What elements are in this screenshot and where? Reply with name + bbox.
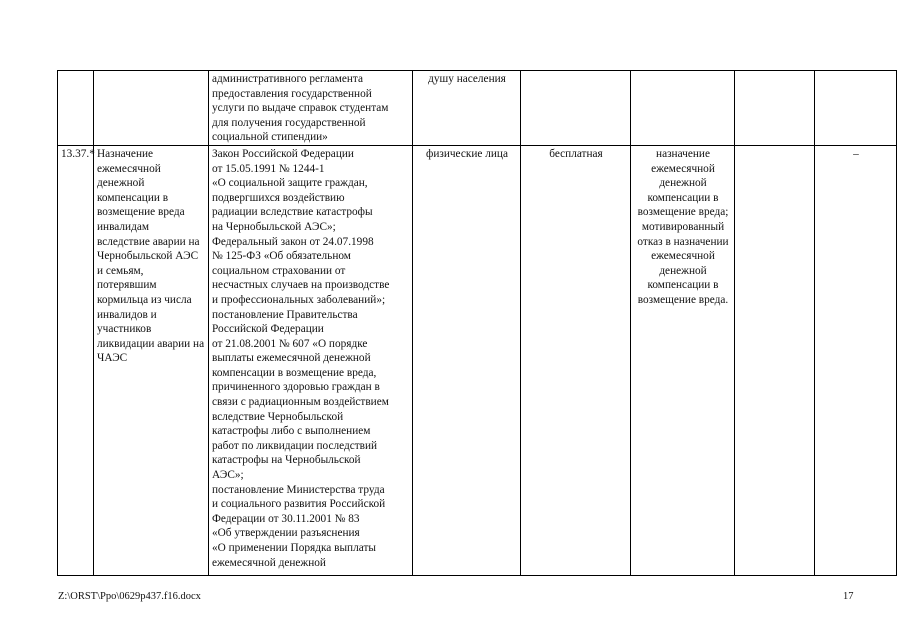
legal-basis-line: от 21.08.2001 № 607 «О порядке (212, 337, 368, 350)
legal-basis-line: подвергшихся воздействию (212, 191, 345, 204)
cell-fee (521, 145, 631, 575)
legal-basis-line: работ по ликвидации последствий (212, 439, 378, 452)
legal-basis-line: ежемесячной денежной (212, 556, 326, 569)
cell-recipient (413, 71, 521, 146)
row-number: 13.37.* (61, 147, 95, 160)
legal-basis-line: и профессиональных заболеваний»; (212, 293, 386, 306)
result-line: мотивированный (641, 220, 725, 233)
legal-basis-line: Федерации от 30.11.2001 № 83 (212, 512, 360, 525)
cell-col8 (815, 71, 897, 146)
cell-col8 (815, 145, 897, 575)
result-line: денежной (659, 177, 707, 190)
service-name-line: Чернобыльской АЭС (97, 250, 199, 263)
legal-basis-line: для получения государственной (212, 116, 366, 129)
result-line: отказ в назначении (637, 235, 729, 248)
fee-text: бесплатная (549, 147, 603, 160)
table-row (58, 71, 897, 146)
legal-basis-line: «О применении Порядка выплаты (212, 542, 376, 554)
result-line: компенсации в (647, 279, 719, 292)
dash-text: – (853, 147, 859, 160)
service-name-line: вследствие аварии на (97, 235, 200, 248)
service-name-line: возмещение вреда (97, 206, 185, 219)
legal-basis-line: от 15.05.1991 № 1244-1 (212, 162, 325, 175)
cell-legal-basis (209, 145, 413, 575)
service-name-line: ЧАЭС (97, 352, 128, 365)
legal-basis-line: и социального развития Российской (212, 498, 386, 511)
cell-col7 (735, 71, 815, 146)
legal-basis-line: вследствие Чернобыльской (212, 410, 344, 423)
service-name-line: потерявшим (97, 279, 157, 292)
legal-basis-line: причиненного здоровью граждан в (212, 381, 380, 394)
legal-basis-line: катастрофы либо с выполнением (212, 425, 371, 438)
cell-service-name (94, 71, 209, 146)
result-line: возмещение вреда; (637, 206, 729, 219)
result-line: компенсации в (647, 191, 719, 204)
legal-basis-line: выплаты ежемесячной денежной (212, 352, 371, 365)
cell-recipient (413, 145, 521, 575)
recipient-line: душу населения (428, 73, 506, 85)
result-line: назначение (656, 147, 710, 160)
legal-basis-line: связи с радиационным воздействием (212, 396, 389, 409)
cell-col7 (735, 145, 815, 575)
service-name-line: кормильца из числа (97, 293, 192, 306)
service-name-line: участников (97, 323, 152, 336)
service-name-line: инвалидам (97, 220, 149, 233)
service-name-line: денежной (97, 177, 145, 190)
legal-basis-line: компенсации в возмещение вреда, (212, 366, 377, 379)
legal-basis-line: социальной стипендии» (212, 131, 328, 144)
cell-result (631, 71, 735, 146)
footer-page-number: 17 (843, 591, 854, 602)
legal-basis-line: катастрофы на Чернобыльской (212, 454, 361, 467)
result-line: возмещение вреда. (637, 293, 729, 306)
legal-basis-line: Российской Федерации (212, 323, 324, 336)
legal-basis-line: предоставления государственной (212, 87, 372, 100)
cell-legal-basis (209, 71, 413, 146)
legal-basis-line: Федеральный закон от 24.07.1998 (212, 235, 374, 248)
result-line: денежной (659, 264, 707, 277)
legal-basis-line: постановление Правительства (212, 308, 358, 321)
service-name-line: инвалидов и (97, 308, 157, 321)
legal-basis-line: Закон Российской Федерации (212, 147, 354, 160)
legal-basis-line: № 125-ФЗ «Об обязательном (212, 250, 351, 263)
legal-basis-line: несчастных случаев на производстве (212, 279, 390, 292)
legal-basis-line: административного регламента (212, 73, 364, 85)
footer-file-path: Z:\ORST\Ppo\0629p437.f16.docx (58, 591, 201, 602)
cell-fee (521, 71, 631, 146)
legal-basis-line: социальном страховании от (212, 264, 346, 277)
services-table (57, 70, 897, 576)
legal-basis-line: АЭС»; (212, 469, 244, 482)
cell-number (58, 71, 94, 146)
recipient-text: физические лица (426, 147, 508, 160)
table-row (58, 145, 897, 575)
service-name-line: и семьям, (97, 264, 144, 277)
legal-basis-line: на Чернобыльской АЭС»; (212, 220, 336, 233)
cell-number (58, 145, 94, 575)
legal-basis-line: услуги по выдаче справок студентам (212, 102, 389, 115)
result-line: ежемесячной (651, 162, 715, 175)
cell-result (631, 145, 735, 575)
service-name-line: компенсации в (97, 191, 169, 204)
service-name-line: ежемесячной (97, 162, 161, 175)
legal-basis-line: постановление Министерства труда (212, 483, 385, 496)
legal-basis-line: «О социальной защите граждан, (212, 177, 368, 190)
service-name-line: ликвидации аварии на (97, 337, 205, 350)
result-line: ежемесячной (651, 250, 715, 263)
legal-basis-line: «Об утверждении разъяснения (212, 527, 360, 540)
cell-service-name (94, 145, 209, 575)
service-name-line: Назначение (97, 147, 154, 160)
legal-basis-line: радиации вследствие катастрофы (212, 206, 373, 219)
